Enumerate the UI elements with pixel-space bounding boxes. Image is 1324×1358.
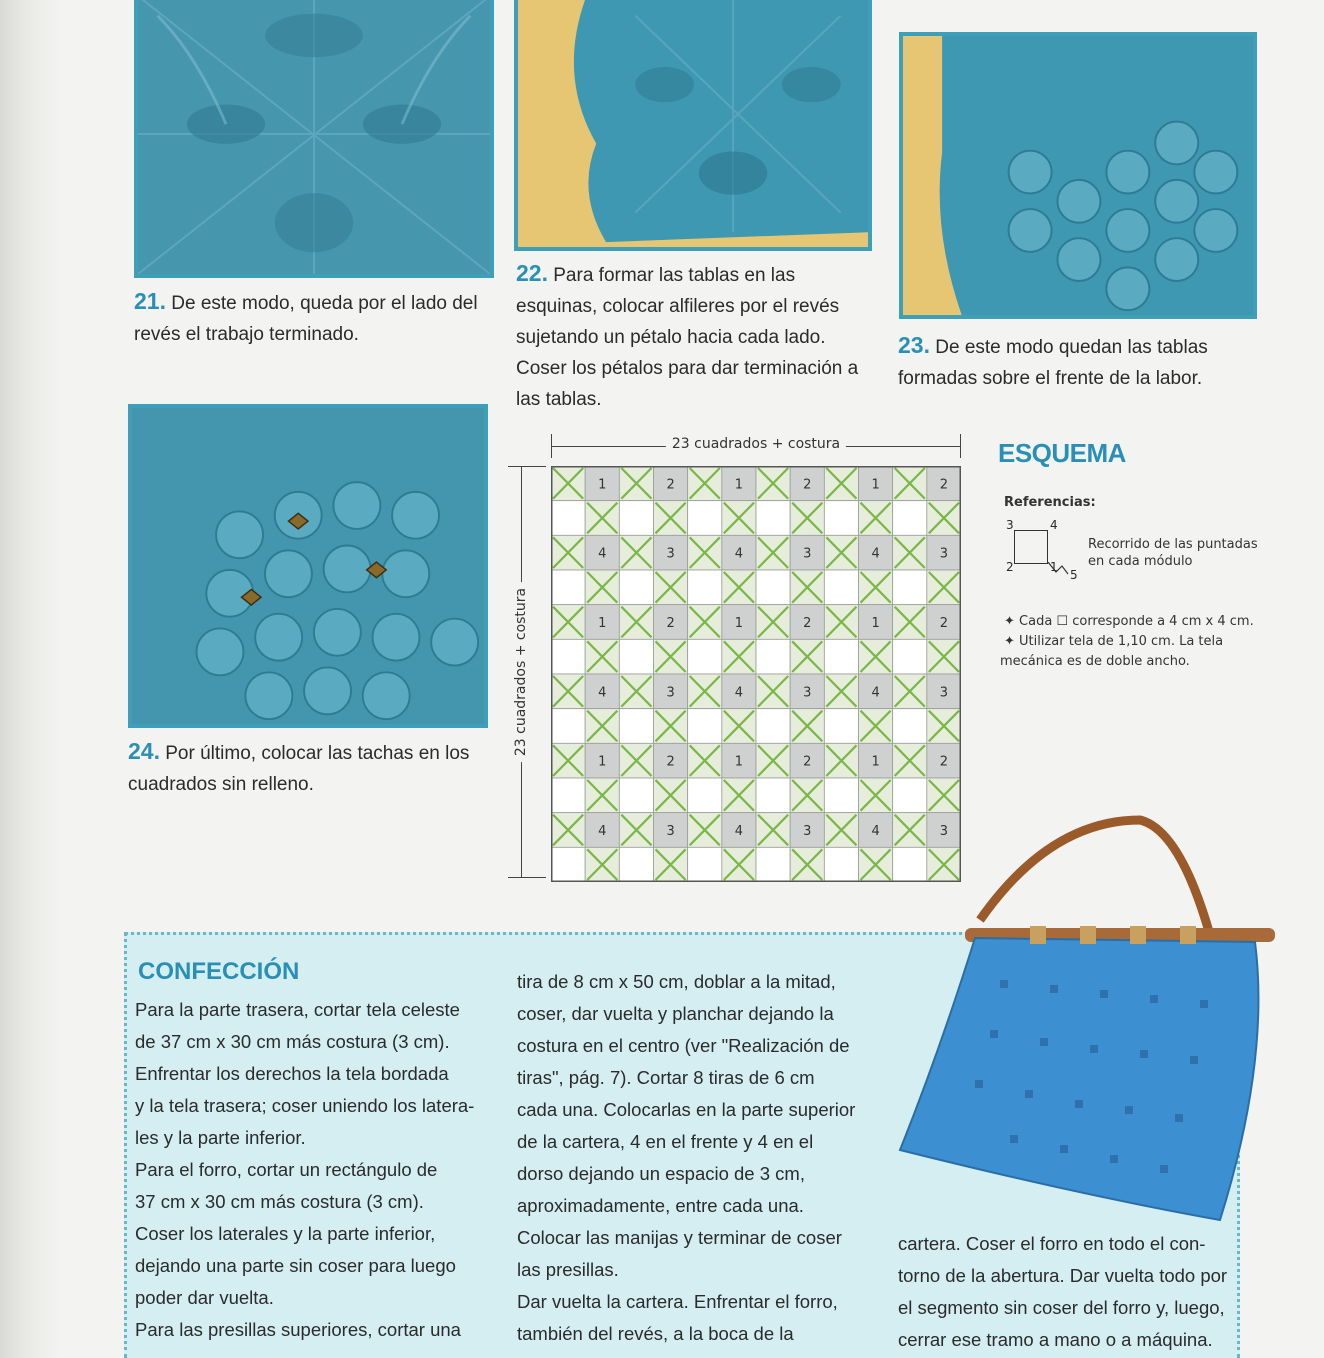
caption-text: Para formar las tablas en las esquinas, colocar alfileres por el revés sujetando un pétalo hacia cada lado. Coser los pétalos para dar terminación a las tablas. [516, 265, 859, 410]
grid-number: 3 [666, 546, 675, 562]
grid-number: 3 [803, 685, 812, 701]
grid-cell [824, 570, 858, 605]
confeccion-title: CONFECCIÓN [138, 958, 300, 985]
confeccion-text-line: dejando una parte sin coser para luego [135, 1255, 456, 1276]
confeccion-text-line: el segmento sin coser del forro y, luego, [898, 1297, 1225, 1318]
confeccion-text-line: de la cartera, 4 en el frente y 4 en el [517, 1131, 814, 1152]
grid-cell [619, 501, 653, 536]
grid-number: 1 [871, 616, 880, 631]
grid-cell [893, 709, 927, 744]
grid-cell [619, 778, 653, 813]
esquema-title: ESQUEMA [998, 438, 1126, 468]
confeccion-text-line: torno de la abertura. Dar vuelta todo por [898, 1265, 1228, 1286]
confeccion-text-line: Dar vuelta la cartera. Enfrentar el forro, [517, 1291, 838, 1312]
photo-step-24 [128, 404, 488, 728]
grid-cell [688, 847, 722, 882]
grid-cell [756, 847, 790, 882]
confeccion-column-2 [517, 966, 877, 1350]
confeccion-text-line: Para el forro, cortar un rectángulo de [135, 1159, 438, 1180]
confeccion-text-line: tiras", pág. 7). Cortar 8 tiras de 6 cm [517, 1067, 815, 1088]
grid-cell [824, 639, 858, 674]
grid-number: 2 [939, 616, 949, 631]
grid-cell [756, 709, 790, 744]
grid-cell [551, 847, 585, 882]
diamond-bullet-icon: ✦ [1004, 614, 1020, 629]
photo-step-21 [134, 0, 494, 278]
confeccion-text-line: Colocar las manijas y terminar de coser [517, 1227, 842, 1248]
caption-number: 22. [516, 260, 548, 286]
note-line: ✦ Cada ☐ corresponde a 4 cm x 4 cm. [1004, 614, 1254, 629]
grid-number: 3 [939, 546, 949, 562]
ref-desc-line: Recorrido de las puntadas [1088, 537, 1258, 552]
confeccion-text-line: Para las presillas superiores, cortar una [135, 1319, 461, 1340]
grid-cell [688, 639, 722, 674]
grid-number: 2 [939, 477, 949, 493]
grid-number: 1 [598, 754, 607, 770]
grid-number: 3 [939, 824, 949, 839]
confeccion-text-line: dorso dejando un espacio de 3 cm, [517, 1163, 805, 1184]
page-gutter [0, 0, 60, 1358]
confeccion-text-line: cada una. Colocarlas en la parte superior [517, 1099, 856, 1120]
grid-cell [551, 570, 585, 605]
grid-cell [756, 639, 790, 674]
grid-cell [824, 778, 858, 813]
grid-cell [824, 501, 858, 536]
grid-number: 2 [939, 754, 949, 770]
grid-cell [893, 501, 927, 536]
grid-cell [688, 778, 722, 813]
confeccion-text-line: coser, dar vuelta y planchar dejando la [517, 1003, 834, 1024]
confeccion-text-line: también del revés, a la boca de la [517, 1323, 794, 1344]
caption-number: 23. [898, 332, 930, 358]
grid-number: 2 [666, 477, 675, 493]
grid-number: 4 [734, 546, 744, 562]
confeccion-text-line: costura en el centro (ver "Realización de [517, 1035, 850, 1056]
grid-number: 4 [598, 685, 607, 701]
confeccion-column-3 [898, 1228, 1238, 1356]
grid-number: 1 [734, 754, 744, 770]
grid-number: 3 [666, 685, 675, 701]
confeccion-text-line: Coser los laterales y la parte inferior, [135, 1223, 436, 1244]
grid-number: 1 [734, 477, 744, 493]
confeccion-text-line: Enfrentar los derechos la tela bordada [135, 1063, 449, 1084]
grid-cell [619, 570, 653, 605]
grid-cell [824, 847, 858, 882]
grid-cell [551, 778, 585, 813]
grid-cell [756, 778, 790, 813]
confeccion-text-line: las presillas. [517, 1259, 619, 1280]
grid-number: 2 [666, 754, 675, 770]
confeccion-text-line: cerrar ese tramo a mano o a máquina. [898, 1329, 1213, 1350]
note-line: mecánica es de doble ancho. [1000, 654, 1190, 669]
grid-number: 4 [598, 546, 607, 562]
grid-number: 4 [871, 546, 880, 562]
caption-step-22 [516, 258, 871, 415]
grid-number: 4 [598, 824, 607, 839]
ref-desc-line: en cada módulo [1088, 554, 1193, 569]
confeccion-text-line: tira de 8 cm x 50 cm, doblar a la mitad, [517, 971, 836, 992]
reference-description [1088, 536, 1258, 570]
grid-number: 2 [803, 477, 812, 493]
grid-cell [619, 709, 653, 744]
ref-corner-5: 5 [1070, 568, 1078, 582]
confeccion-text-line: cartera. Coser el forro en todo el con- [898, 1233, 1206, 1254]
confeccion-column-1 [135, 994, 495, 1346]
grid-cell [893, 639, 927, 674]
references-title: Referencias: [1004, 495, 1096, 510]
dimension-top [551, 432, 961, 458]
dimension-left-label: 23 cuadrados + costura [513, 582, 529, 762]
note-line: ✦ Utilizar tela de 1,10 cm. La tela [1004, 634, 1224, 649]
caption-step-21 [134, 286, 484, 350]
grid-number: 1 [871, 754, 880, 770]
grid-cell [551, 639, 585, 674]
dimension-left [506, 466, 536, 878]
caption-number: 21. [134, 288, 166, 314]
caption-text: De este modo quedan las tablas formadas sobre el frente de la labor. [898, 337, 1208, 389]
grid-cell [893, 778, 927, 813]
grid-number: 3 [803, 824, 812, 839]
grid-number: 2 [666, 616, 675, 631]
caption-step-24 [128, 736, 478, 800]
confeccion-text-line: 37 cm x 30 cm más costura (3 cm). [135, 1191, 424, 1212]
grid-number: 2 [803, 754, 812, 770]
grid-cell [824, 709, 858, 744]
ref-corner-1: 1 [1050, 560, 1058, 574]
caption-text: Por último, colocar las tachas en los cuadrados sin relleno. [128, 743, 470, 795]
confeccion-text-line: Para la parte trasera, cortar tela celeste [135, 999, 460, 1020]
diamond-bullet-icon: ✦ [1004, 634, 1020, 649]
grid-number: 1 [871, 477, 880, 493]
caption-text: De este modo, queda por el lado del revés el trabajo terminado. [134, 293, 478, 345]
ref-arrow-icon [1048, 562, 1072, 578]
ref-square [1014, 530, 1048, 564]
ref-corner-3: 3 [1006, 518, 1014, 532]
caption-number: 24. [128, 738, 160, 764]
notes [1000, 612, 1254, 672]
grid-cell [619, 639, 653, 674]
caption-step-23 [898, 330, 1258, 394]
ref-corner-2: 2 [1006, 560, 1014, 574]
finished-bag-photo [880, 810, 1290, 1230]
grid-cell [688, 570, 722, 605]
grid-number: 4 [871, 824, 880, 839]
photo-step-22 [514, 0, 872, 251]
grid-number: 3 [939, 685, 949, 701]
confeccion-text-line: de 37 cm x 30 cm más costura (3 cm). [135, 1031, 450, 1052]
dimension-top-label: 23 cuadrados + costura [666, 436, 846, 452]
grid-cell [551, 501, 585, 536]
confeccion-text-line: les y la parte inferior. [135, 1127, 306, 1148]
grid-cell [551, 709, 585, 744]
grid-number: 1 [734, 616, 744, 631]
grid-number: 3 [666, 824, 675, 839]
grid-cell [893, 570, 927, 605]
grid-cell [619, 847, 653, 882]
grid-number: 4 [734, 685, 744, 701]
grid-number: 3 [803, 546, 812, 562]
grid-cell [688, 501, 722, 536]
grid-number: 1 [598, 477, 607, 493]
confeccion-text-line: poder dar vuelta. [135, 1287, 274, 1308]
grid-cell [756, 570, 790, 605]
grid-number: 4 [871, 685, 880, 701]
photo-step-23 [899, 32, 1257, 319]
reference-module-diagram [1004, 518, 1084, 582]
grid-cell [688, 709, 722, 744]
grid-number: 2 [803, 616, 812, 631]
ref-corner-4: 4 [1050, 518, 1058, 532]
grid-cell [756, 501, 790, 536]
grid-number: 1 [598, 616, 607, 631]
confeccion-text-line: y la tela trasera; coser uniendo los latera- [135, 1095, 475, 1116]
confeccion-text-line: aproximadamente, entre cada una. [517, 1195, 804, 1216]
grid-number: 4 [734, 824, 744, 839]
